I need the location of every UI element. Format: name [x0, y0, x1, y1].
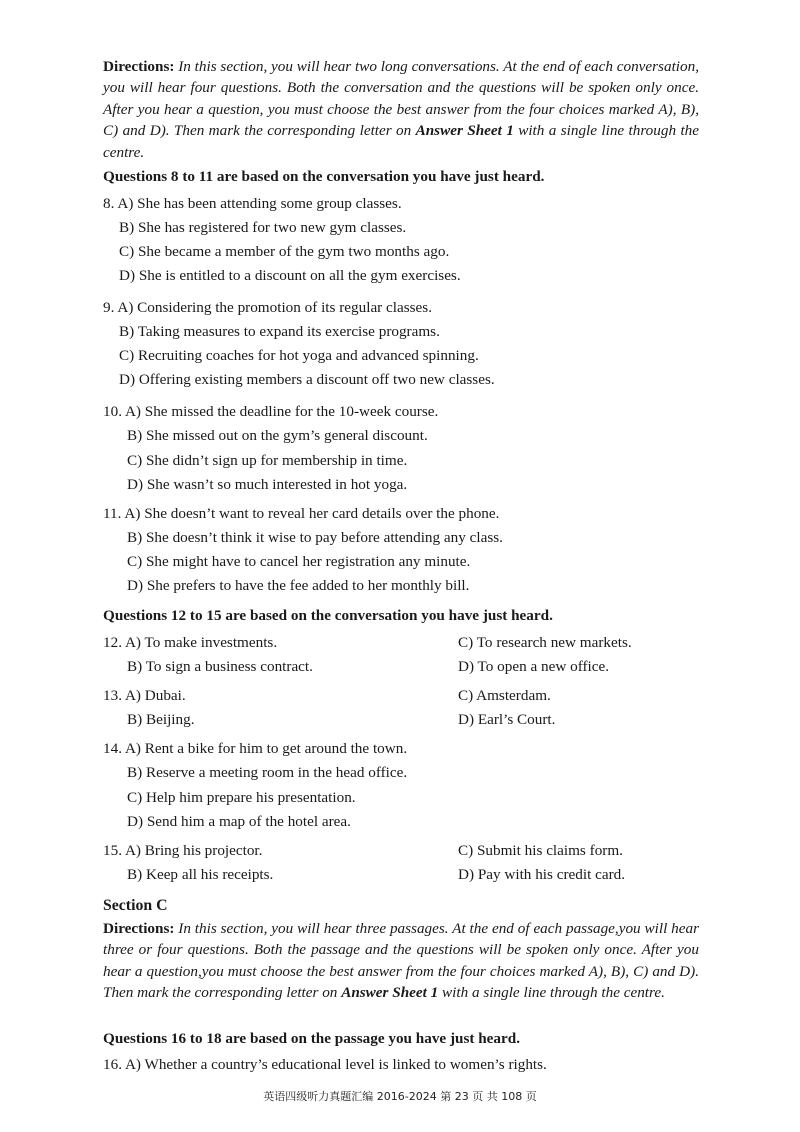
- question-10-option-d: D) She wasn’t so much interested in hot yoga.: [127, 476, 408, 493]
- question-10-option-c: C) She didn’t sign up for membership in time.: [127, 452, 408, 469]
- question-group-heading: Questions 16 to 18 are based on the passage you have just heard.: [103, 1030, 520, 1047]
- question-10-option-a: 10. A) She missed the deadline for the 10-week course.: [103, 403, 439, 420]
- directions-section-b: [103, 56, 699, 163]
- question-14-option-d: D) Send him a map of the hotel area.: [127, 813, 351, 830]
- question-15-option-b: B) Keep all his receipts.: [127, 866, 274, 883]
- directions-label: Directions:: [103, 920, 175, 937]
- question-14-option-b: B) Reserve a meeting room in the head office.: [127, 764, 408, 781]
- question-12-option-d: D) To open a new office.: [458, 658, 610, 675]
- answer-sheet-ref: Answer Sheet 1: [415, 122, 514, 140]
- question-11-option-a: 11. A) She doesn’t want to reveal her card details over the phone.: [103, 505, 500, 522]
- question-group-heading: Questions 8 to 11 are based on the conversation you have just heard.: [103, 168, 545, 185]
- directions-text: In this section, you will hear two long conversations. At the end of each conversation, you will hear four questions. Both the conversation and the questions will be spoken only once. After you hear a question, you must choose the best answer from the four choices marked A), B), C) and D). Then mark the corresponding letter on: [103, 58, 699, 140]
- section-c-title: Section C: [103, 897, 168, 914]
- directions-section-c: [103, 918, 699, 1004]
- question-15-option-c: C) Submit his claims form.: [458, 842, 623, 859]
- question-9-option-b: B) Taking measures to expand its exercise programs.: [119, 323, 440, 340]
- question-13-option-d: D) Earl’s Court.: [458, 711, 556, 728]
- question-11-option-b: B) She doesn’t think it wise to pay before attending any class.: [127, 529, 503, 546]
- question-9-option-a: 9. A) Considering the promotion of its regular classes.: [103, 299, 433, 316]
- question-10-option-b: B) She missed out on the gym’s general discount.: [127, 427, 428, 444]
- question-15-option-a: 15. A) Bring his projector.: [103, 842, 263, 859]
- question-8-option-b: B) She has registered for two new gym classes.: [119, 219, 407, 236]
- question-group-heading: Questions 12 to 15 are based on the conversation you have just heard.: [103, 607, 553, 624]
- question-8-option-a: 8. A) She has been attending some group classes.: [103, 195, 402, 212]
- question-11-option-c: C) She might have to cancel her registration any minute.: [127, 553, 471, 570]
- directions-label: Directions:: [103, 58, 175, 75]
- question-13-option-c: C) Amsterdam.: [458, 687, 551, 704]
- page-footer: 英语四级听力真题汇编 2016-2024 第 23 页 共 108 页: [263, 1090, 537, 1103]
- question-14-option-c: C) Help him prepare his presentation.: [127, 789, 356, 806]
- directions-text-end: with a single line through the centre.: [438, 984, 665, 1002]
- question-13-option-b: B) Beijing.: [127, 711, 195, 728]
- question-12-option-a: 12. A) To make investments.: [103, 634, 278, 651]
- question-12-option-b: B) To sign a business contract.: [127, 658, 313, 675]
- question-14-option-a: 14. A) Rent a bike for him to get around the town.: [103, 740, 408, 757]
- question-15-option-d: D) Pay with his credit card.: [458, 866, 626, 883]
- question-16-option-a: 16. A) Whether a country’s educational level is linked to women’s rights.: [103, 1056, 547, 1073]
- directions-text-end: with a single line through the centre.: [103, 122, 699, 161]
- answer-sheet-ref: Answer Sheet 1: [341, 984, 439, 1002]
- question-12-option-c: C) To research new markets.: [458, 634, 632, 651]
- question-8-option-c: C) She became a member of the gym two months ago.: [119, 243, 450, 260]
- question-9-option-d: D) Offering existing members a discount off two new classes.: [119, 371, 495, 388]
- directions-text: In this section, you will hear three passages. At the end of each passage,you will hear three or four questions. Both the passage and the questions will be spoken only once. After you hear a question,you must choose the best answer from the four choices marked A), B), C) and D). Then mark the corresponding letter on: [103, 920, 699, 1002]
- question-9-option-c: C) Recruiting coaches for hot yoga and advanced spinning.: [119, 347, 479, 364]
- question-11-option-d: D) She prefers to have the fee added to her monthly bill.: [127, 577, 470, 594]
- question-13-option-a: 13. A) Dubai.: [103, 687, 186, 704]
- question-8-option-d: D) She is entitled to a discount on all the gym exercises.: [119, 267, 461, 284]
